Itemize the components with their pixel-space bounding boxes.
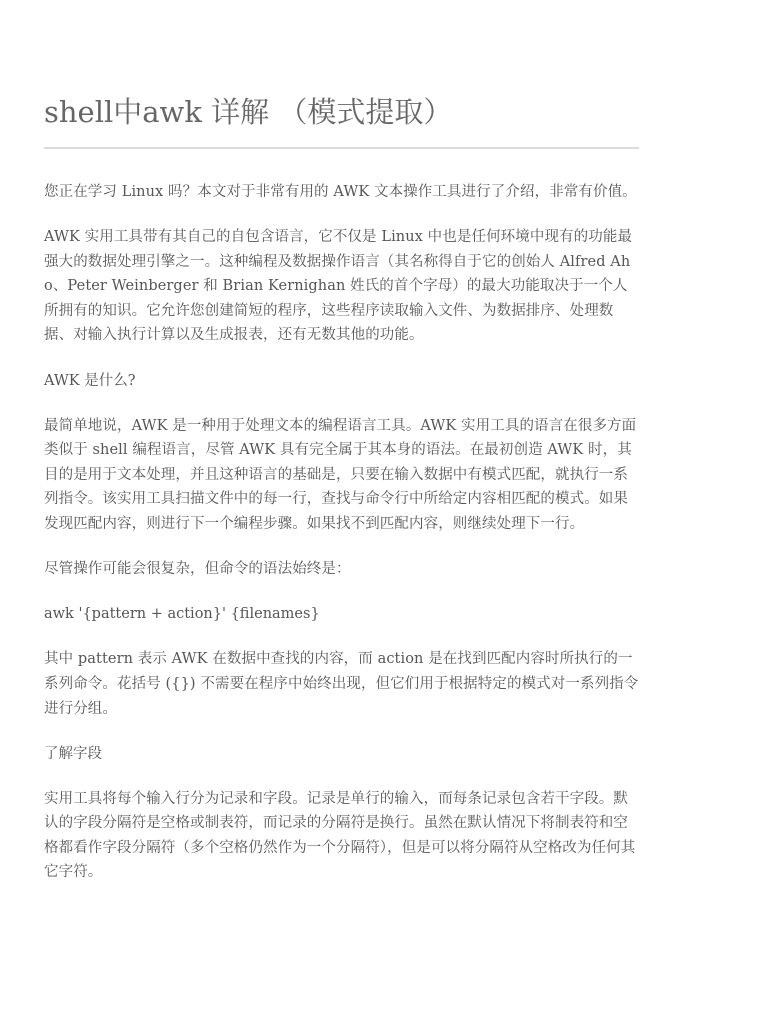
awk-overview-paragraph: AWK 实用工具带有其自己的自包含语言，它不仅是 Linux 中也是任何环境中现有的功能最强大的数据处理引擎之一。这种编程及数据操作语言（其名称得自于它的创始人 Alfred Aho、Peter Weinberger 和 Brian Kernighan 姓氏的首个字母）的最大功能取决于一个人所拥有的知识。它允许您创建简短的程序，这些程序读取输入文件、为数据排序、处理数据、对输入执行计算以及生成报表，还有无数其他的功能。 [44,229,633,344]
section-heading-what-is-awk: AWK 是什么? [44,372,136,389]
section-heading-fields: 了解字段 [44,745,102,762]
what-is-awk-paragraph: 最简单地说，AWK 是一种用于处理文本的编程语言工具。AWK 实用工具的语言在很多方面类似于 shell 编程语言，尽管 AWK 具有完全属于其本身的语法。在最初创造 AWK 时，其目的是用于文本处理，并且这种语言的基础是，只要在输入数据中有模式匹配，就执行一系列指令。该实用工具扫描文件中的每一行，查找与命令行中所给定内容相匹配的模式。如果发现匹配内容，则进行下一个编程步骤。如果找不到匹配内容，则继续处理下一行。 [44,417,637,533]
intro-paragraph: 您正在学习 Linux 吗？本文对于非常有用的 AWK 文本操作工具进行了介绍，非常有价值。 [44,184,637,200]
title-divider [44,147,639,149]
page-title: shell中awk 详解 （模式提取） [44,95,453,129]
syntax-code-line: awk '{pattern + action}' {filenames} [44,606,320,623]
syntax-intro-paragraph: 尽管操作可能会很复杂，但命令的语法始终是： [44,561,351,578]
fields-paragraph: 实用工具将每个输入行分为记录和字段。记录是单行的输入，而每条记录包含若干字段。默认的字段分隔符是空格或制表符，而记录的分隔符是换行。虽然在默认情况下将制表符和空格都看作字段分隔符（多个空格仍然作为一个分隔符），但是可以将分隔符从空格改为任何其它字符。 [44,790,636,881]
syntax-explain-paragraph: 其中 pattern 表示 AWK 在数据中查找的内容，而 action 是在找到匹配内容时所执行的一系列命令。花括号 ({}) 不需要在程序中始终出现，但它们用于根据特定的模式对一系列指令进行分组。 [44,651,639,717]
